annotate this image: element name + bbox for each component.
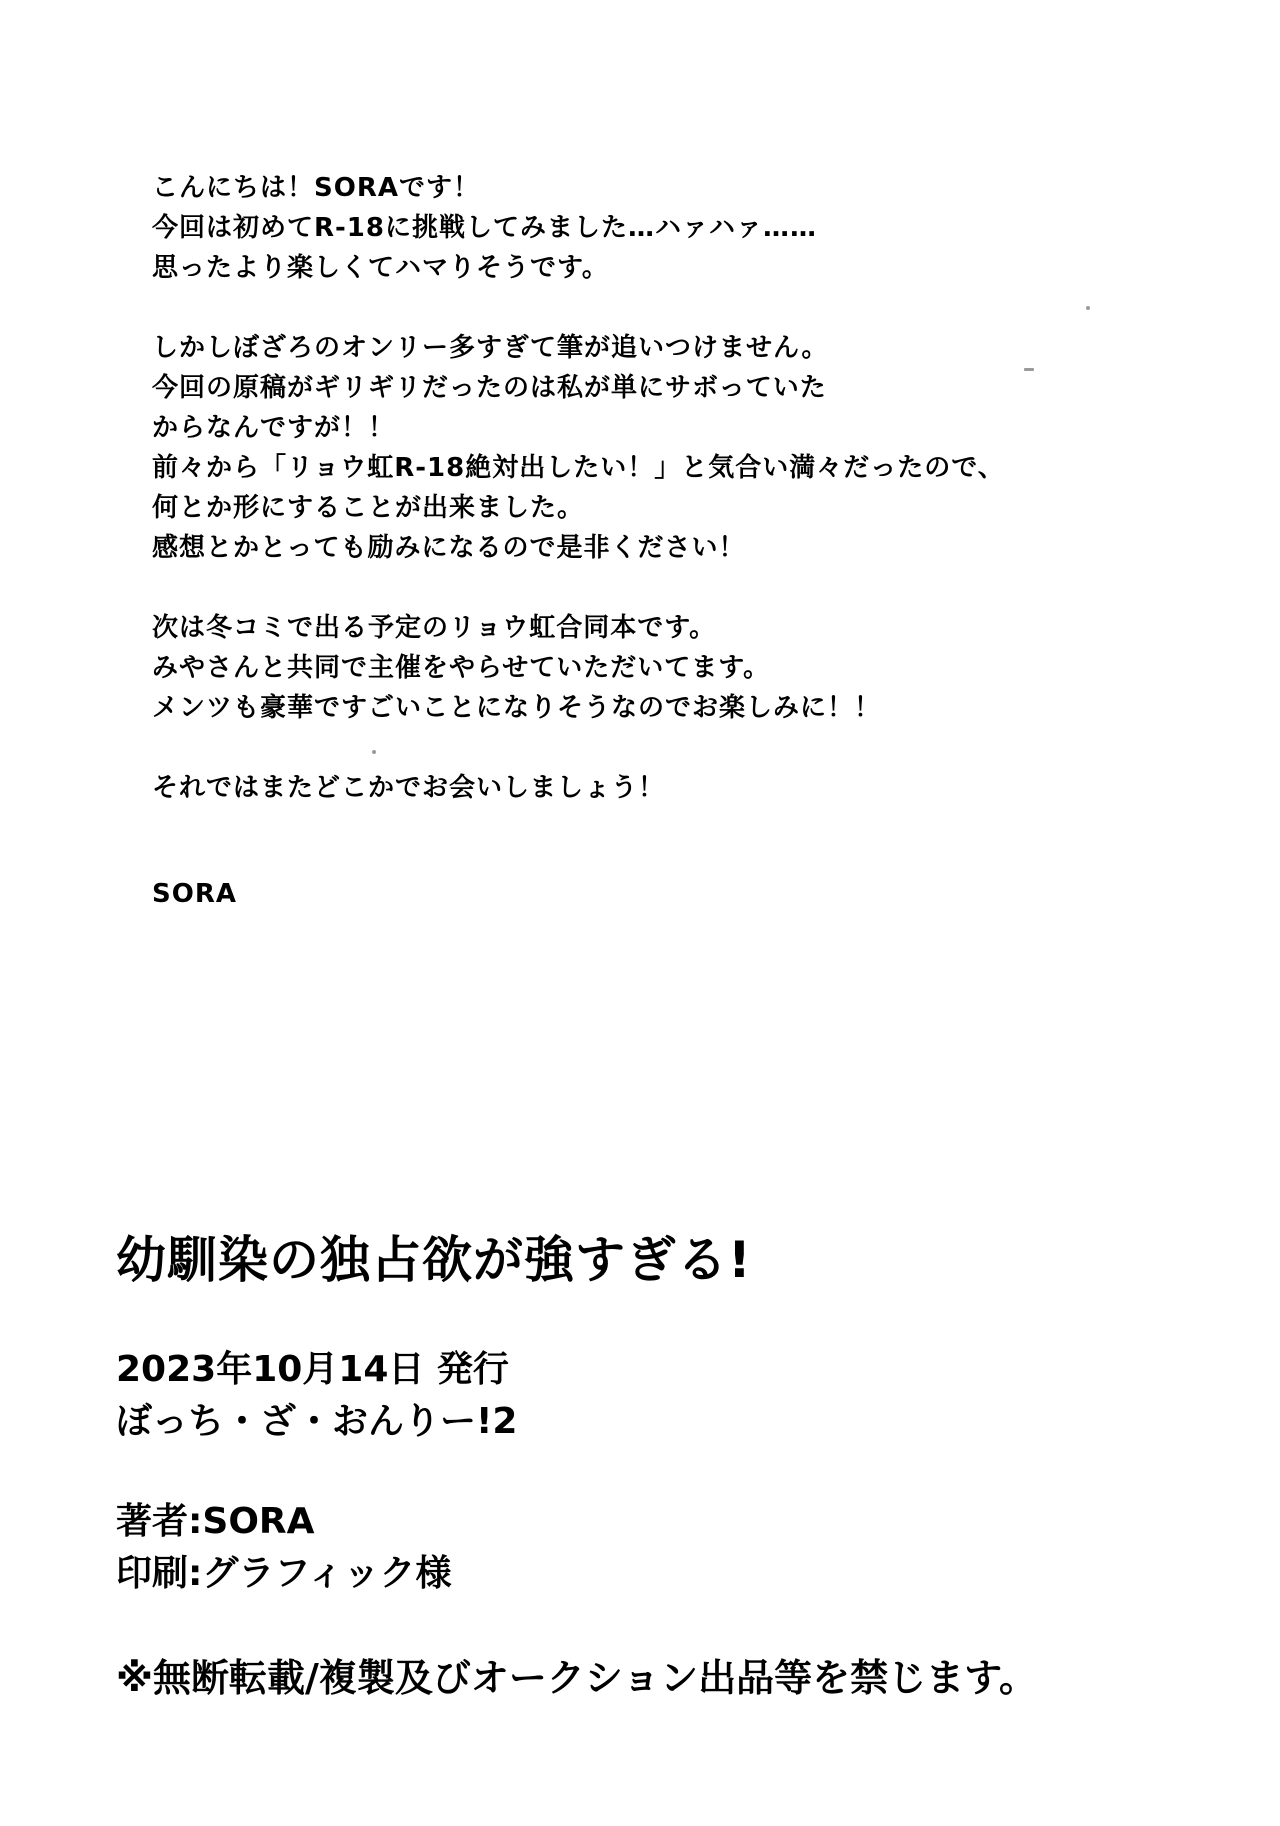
afterword-line: 今回の原稿がギリギリだったのは私が単にサボっていた [152, 373, 827, 403]
paper-speck [1086, 306, 1090, 310]
afterword-line: 何とか形にすることが出来ました。 [152, 493, 585, 523]
paragraph-break [152, 568, 1192, 608]
afterword-line: 感想とかとっても励みになるので是非ください！ [152, 533, 746, 563]
publication-date: 2023年10月14日 発行 [116, 1349, 509, 1390]
afterword-line: みやさんと共同で主催をやらせていただいてます。 [152, 653, 771, 683]
paper-speck [1024, 368, 1034, 371]
afterword-line: からなんですが！！ [152, 413, 396, 443]
paper-speck [372, 750, 376, 754]
author-credit: 著者:SORA [116, 1501, 315, 1542]
paragraph-break [152, 288, 1192, 328]
afterword-line: こんにちは！SORAです！ [152, 173, 480, 203]
afterword-line: 今回は初めてR-18に挑戦してみました…ハァハァ…… [152, 213, 817, 243]
afterword-line: 思ったより楽しくてハマりそうです。 [152, 253, 609, 283]
copyright-notice: ※無断転載/複製及びオークション出品等を禁じます。 [116, 1656, 1038, 1700]
afterword-line: それではまたどこかでお会いしましょう！ [152, 773, 666, 803]
afterword-line: 前々から「リョウ虹R-18絶対出したい！」と気合い満々だったので、 [152, 453, 1005, 483]
afterword-line: メンツも豪華ですごいことになりそうなのでお楽しみに！！ [152, 693, 882, 723]
afterword-line: 次は冬コミで出る予定のリョウ虹合同本です。 [152, 613, 717, 643]
paragraph-break [152, 728, 1192, 768]
afterword-text [152, 168, 1192, 808]
book-title: 幼馴染の独占欲が強すぎる! [116, 1231, 752, 1289]
afterword-line: しかしぼざろのオンリー多すぎて筆が追いつけません。 [152, 333, 829, 363]
printer-credit: 印刷:グラフィック様 [116, 1553, 452, 1594]
afterword-signature: SORA [152, 879, 237, 909]
event-name: ぼっち・ざ・おんりー!2 [116, 1401, 518, 1442]
